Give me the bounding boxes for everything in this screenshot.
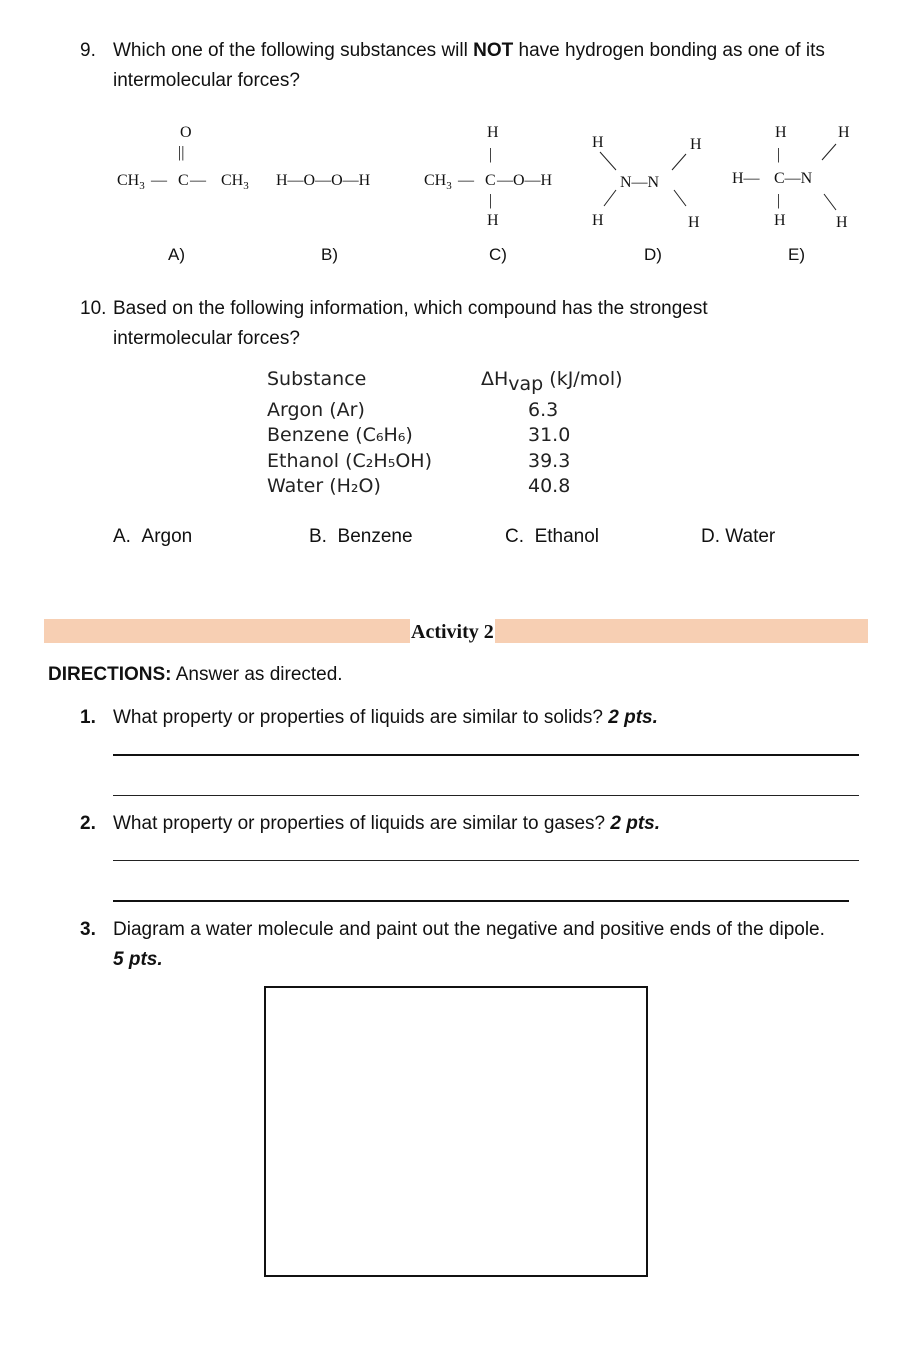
answer-line[interactable] — [113, 795, 859, 796]
bond-lines — [814, 142, 844, 222]
right-group: $CH_3$ — [221, 172, 249, 193]
structure-label: A) — [168, 245, 185, 264]
question-number: 10. — [80, 298, 107, 319]
option-a[interactable]: A. Argon — [113, 526, 193, 547]
table-row-name: Ethanol (C₂H₅OH) — [267, 450, 432, 472]
col-substance-header: Substance — [267, 368, 367, 390]
left-group: $CH_3$ — [424, 172, 452, 193]
structure-label: B) — [321, 245, 338, 264]
center-atom: C — [485, 172, 496, 189]
structure-label: C) — [489, 245, 507, 264]
right-group: —O—H — [497, 172, 553, 189]
table-row-name: Benzene (C₆H₆) — [267, 424, 413, 446]
question-number: 9. — [80, 40, 96, 61]
directions-label: DIRECTIONS: — [48, 664, 172, 685]
question-number: 3. — [80, 919, 96, 940]
points: 2 pts. — [608, 707, 658, 728]
table-row-value: 39.3 — [528, 450, 571, 472]
center-atom: C — [178, 172, 189, 189]
question-text: Which one of the following substances will NOT have hydrogen bonding as one of its intermolecular forces? — [113, 40, 825, 91]
left-h: H— — [732, 170, 760, 187]
points: 2 pts. — [610, 813, 661, 834]
table-row-name: Water (H₂O) — [267, 475, 381, 497]
table-row-name: Argon (Ar) — [267, 399, 365, 421]
structure-label: E) — [788, 245, 805, 264]
center-atoms: N—N — [620, 174, 660, 191]
formula: H—O—O—H — [276, 172, 371, 189]
answer-line[interactable] — [113, 754, 859, 756]
emphasis-not: NOT — [473, 40, 514, 61]
structure-label: D) — [644, 245, 662, 264]
left-group: $CH_3$ — [117, 172, 145, 193]
option-b[interactable]: B. Benzene — [309, 526, 413, 547]
answer-line[interactable] — [113, 900, 849, 902]
option-c[interactable]: C. Ethanol — [505, 526, 600, 547]
question-text: Diagram a water molecule and paint out the negative and positive ends of the dipole. 5 pts. — [113, 919, 825, 970]
question-text: What property or properties of liquids are similar to solids? 2 pts. — [113, 707, 658, 728]
question-text: What property or properties of liquids are similar to gases? 2 pts. — [113, 813, 661, 834]
question-number: 1. — [80, 707, 96, 728]
answer-line[interactable] — [113, 860, 859, 861]
drawing-box[interactable] — [264, 986, 648, 1277]
directions: DIRECTIONS: Answer as directed. — [48, 664, 343, 685]
activity-title: Activity 2 — [411, 621, 494, 643]
points: 5 pts. — [113, 949, 163, 970]
col-enthalpy-header: $\Delta H_{vap}$ (kJ/mol) — [481, 368, 623, 395]
table-row-value: 6.3 — [528, 399, 559, 421]
question-number: 2. — [80, 813, 96, 834]
option-d[interactable]: D. Water — [701, 526, 776, 547]
table-row-value: 31.0 — [528, 424, 571, 446]
table-row-value: 40.8 — [528, 475, 571, 497]
question-text: Based on the following information, which compound has the strongest intermolecular forces? — [113, 298, 708, 349]
center-atoms: C—N — [774, 170, 813, 187]
